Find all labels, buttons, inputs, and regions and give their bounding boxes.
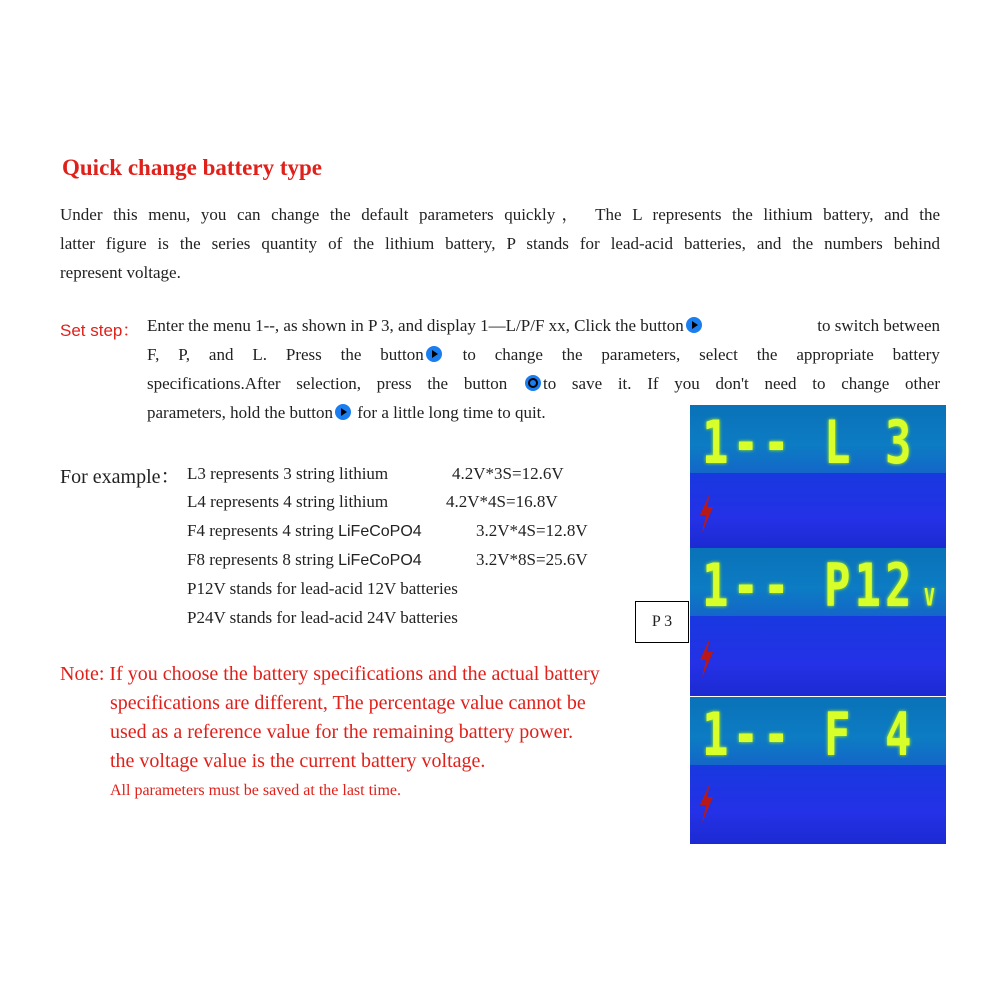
word: If xyxy=(647,374,659,393)
example-row xyxy=(187,608,458,628)
step-text: Enter the menu 1--, as shown in P 3, and display 1—L/P/F xx, Click the button xyxy=(147,316,684,335)
note-line-1: Note: If you choose the battery specifications and the actual battery xyxy=(60,663,600,685)
word: F, xyxy=(147,345,160,364)
note-line-2: specifications are different, The percentage value cannot be xyxy=(110,692,586,714)
example-description: L3 represents 3 string lithium xyxy=(187,464,389,483)
example-description: F4 represents 4 string xyxy=(187,521,339,540)
lcd-lower-area xyxy=(690,616,946,696)
lcd-unit: V xyxy=(924,584,935,613)
word: select xyxy=(699,345,738,364)
word: don't xyxy=(715,374,749,393)
word: to xyxy=(462,345,476,364)
example-voltage: 3.2V*4S=12.8V xyxy=(476,521,588,540)
word: the xyxy=(756,345,778,364)
word: change xyxy=(841,374,890,393)
set-step-line-2 xyxy=(147,345,940,365)
lcd-text: 1-- F 4 xyxy=(702,701,916,770)
lcd-text: 1-- P12 xyxy=(702,552,916,621)
word: and xyxy=(208,345,234,364)
note-line-3: used as a reference value for the remaining battery power. xyxy=(110,721,574,743)
word: other xyxy=(905,374,940,393)
word: the xyxy=(340,345,362,364)
set-step-line-3 xyxy=(147,374,940,394)
example-voltage: 3.2V*8S=25.6V xyxy=(476,550,588,569)
word: L. xyxy=(252,345,267,364)
note-line-4: the voltage value is the current battery voltage. xyxy=(110,750,486,772)
chemistry-name: LiFeCoPO4 xyxy=(338,552,422,569)
word: the xyxy=(561,345,583,364)
lightning-bolt-icon xyxy=(698,783,714,823)
word: selection, xyxy=(296,374,361,393)
intro-line-1: Under this menu, you can change the default parameters quickly， The L represents the lithium battery, and the xyxy=(60,205,940,224)
step-text: parameters, hold the button xyxy=(147,403,334,422)
word: the xyxy=(427,374,449,393)
word: to xyxy=(542,374,557,393)
next-button-icon xyxy=(335,404,351,420)
next-button-icon xyxy=(426,346,442,362)
word: save xyxy=(571,374,603,393)
set-step-line-4 xyxy=(147,403,546,423)
example-voltage: 4.2V*3S=12.6V xyxy=(452,464,564,483)
lcd-display-p12v xyxy=(690,548,946,696)
word: appropriate xyxy=(796,345,874,364)
word: press xyxy=(376,374,412,393)
word: to xyxy=(812,374,826,393)
page-title: Quick change battery type xyxy=(62,155,323,180)
step-text: to switch between xyxy=(817,316,940,335)
example-row xyxy=(187,550,422,570)
example-description: F8 represents 8 string xyxy=(187,550,339,569)
example-description: L4 represents 4 string lithium xyxy=(187,492,389,511)
example-voltage: 4.2V*4S=16.8V xyxy=(446,492,558,511)
word: you xyxy=(674,374,700,393)
word: battery xyxy=(892,345,940,364)
step-text: for a little long time to quit. xyxy=(357,403,546,422)
lightning-bolt-icon xyxy=(698,638,714,678)
example-description: P24V stands for lead-acid 24V batteries xyxy=(187,608,458,627)
set-step-label: Set step： xyxy=(60,321,140,340)
intro-line-2: latter figure is the series quantity of the lithium battery, P stands for lead-acid batteries, and the numbers behind xyxy=(60,234,940,253)
lightning-bolt-icon xyxy=(698,493,714,533)
word: button xyxy=(463,374,508,393)
example-description: P12V stands for lead-acid 12V batteries xyxy=(187,579,458,598)
example-row xyxy=(187,521,422,541)
lcd-display-f4 xyxy=(690,697,946,844)
example-row xyxy=(187,464,388,484)
next-button-icon xyxy=(686,317,702,333)
lcd-lower-area xyxy=(690,473,946,548)
example-row xyxy=(187,492,388,512)
lcd-lower-area xyxy=(690,765,946,844)
lcd-text: 1-- L 3 xyxy=(702,409,916,478)
example-row xyxy=(187,579,458,599)
word: it. xyxy=(617,374,632,393)
word: Press xyxy=(285,345,322,364)
example-label: For example： xyxy=(60,466,181,488)
lcd-display-l3 xyxy=(690,405,946,548)
word: change xyxy=(494,345,543,364)
word: need xyxy=(764,374,797,393)
chemistry-name: LiFeCoPO4 xyxy=(338,523,422,540)
note-line-5: All parameters must be saved at the last time. xyxy=(110,782,402,799)
power-button-icon xyxy=(525,375,541,391)
word: parameters, xyxy=(601,345,681,364)
word: specifications.After xyxy=(147,374,281,393)
intro-line-3: represent voltage. xyxy=(60,263,181,282)
word: P, xyxy=(178,345,191,364)
intro-paragraph xyxy=(60,200,940,287)
word: button xyxy=(380,345,424,364)
set-step-line-1 xyxy=(147,316,940,336)
figure-label: P 3 xyxy=(635,601,689,643)
